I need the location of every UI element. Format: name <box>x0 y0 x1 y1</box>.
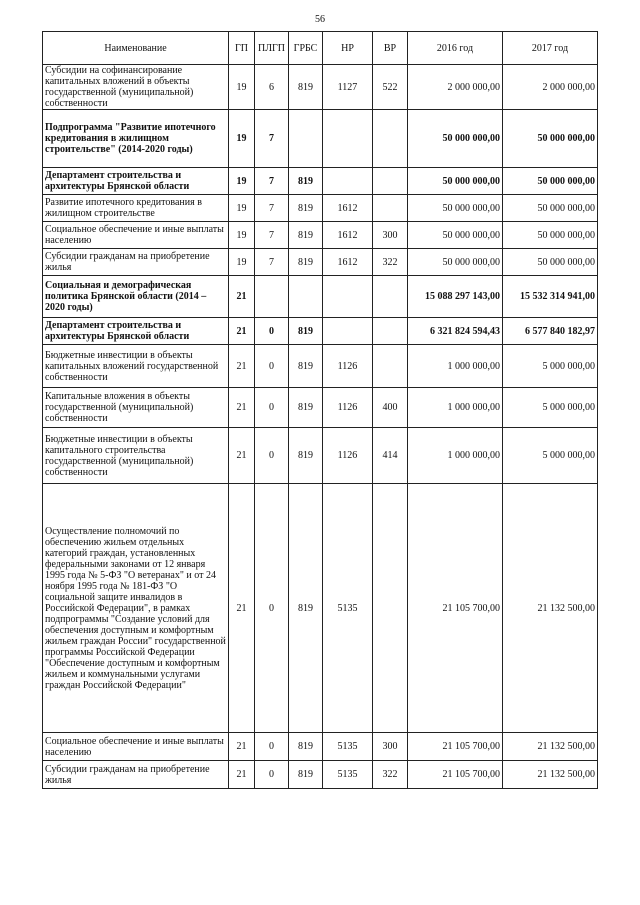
cell-plgp: 0 <box>255 484 289 733</box>
cell-name: Бюджетные инвестиции в объекты капитального строительства государственной (муниципальной) собственности <box>43 428 229 484</box>
cell-gp: 21 <box>229 428 255 484</box>
cell-2017: 21 132 500,00 <box>503 484 598 733</box>
col-header-np: НР <box>323 32 373 65</box>
cell-2017: 5 000 000,00 <box>503 345 598 388</box>
col-header-grbs: ГРБС <box>289 32 323 65</box>
cell-2016: 1 000 000,00 <box>408 388 503 428</box>
cell-plgp: 0 <box>255 428 289 484</box>
cell-grbs <box>289 110 323 168</box>
page-number: 56 <box>315 14 325 25</box>
cell-plgp: 7 <box>255 222 289 249</box>
cell-2016: 50 000 000,00 <box>408 168 503 195</box>
cell-2016: 1 000 000,00 <box>408 345 503 388</box>
cell-grbs: 819 <box>289 345 323 388</box>
cell-grbs <box>289 276 323 318</box>
table-row <box>43 65 598 110</box>
cell-2016: 50 000 000,00 <box>408 222 503 249</box>
cell-2017: 50 000 000,00 <box>503 249 598 276</box>
table-row <box>43 222 598 249</box>
cell-np <box>323 168 373 195</box>
cell-plgp: 0 <box>255 733 289 761</box>
cell-2016: 50 000 000,00 <box>408 110 503 168</box>
cell-plgp: 0 <box>255 761 289 789</box>
table-row <box>43 318 598 345</box>
cell-2017: 50 000 000,00 <box>503 222 598 249</box>
cell-gp: 19 <box>229 195 255 222</box>
table-row <box>43 345 598 388</box>
col-header-2016: 2016 год <box>408 32 503 65</box>
cell-np: 1126 <box>323 428 373 484</box>
cell-grbs: 819 <box>289 761 323 789</box>
cell-name: Осуществление полномочий по обеспечению жильем отдельных категорий граждан, установленных федеральными законами от 12 января 1995 года № 5-ФЗ "О ветеранах" и от 24 ноября 1995 года № 181-ФЗ "О социальной защите инвалидов в Российской Федерации", в рамках подпрограммы "Создание условий для обеспечения доступным и комфортным жильем граждан России" государственной программы Российской Федерации "Обеспечение доступным и комфортным жильем и коммунальными услугами граждан Российской Федерации" <box>43 484 229 733</box>
cell-grbs: 819 <box>289 195 323 222</box>
cell-2017: 2 000 000,00 <box>503 65 598 110</box>
table-row <box>43 428 598 484</box>
table-row <box>43 195 598 222</box>
budget-table <box>42 31 598 789</box>
cell-2016: 6 321 824 594,43 <box>408 318 503 345</box>
cell-plgp <box>255 276 289 318</box>
cell-vr: 300 <box>373 222 408 249</box>
cell-name: Капитальные вложения в объекты государственной (муниципальной) собственности <box>43 388 229 428</box>
cell-grbs: 819 <box>289 318 323 345</box>
cell-vr: 322 <box>373 249 408 276</box>
cell-vr <box>373 110 408 168</box>
cell-plgp: 0 <box>255 345 289 388</box>
cell-grbs: 819 <box>289 733 323 761</box>
cell-name: Субсидии на софинансирование капитальных вложений в объекты государственной (муниципальной) собственности <box>43 65 229 110</box>
cell-2017: 5 000 000,00 <box>503 428 598 484</box>
cell-vr <box>373 484 408 733</box>
table-row <box>43 249 598 276</box>
cell-grbs: 819 <box>289 484 323 733</box>
table-row <box>43 110 598 168</box>
cell-np: 5135 <box>323 484 373 733</box>
cell-name: Социальное обеспечение и иные выплаты населению <box>43 733 229 761</box>
cell-np: 1612 <box>323 249 373 276</box>
cell-2016: 50 000 000,00 <box>408 249 503 276</box>
cell-gp: 21 <box>229 388 255 428</box>
cell-2017: 50 000 000,00 <box>503 195 598 222</box>
cell-grbs: 819 <box>289 168 323 195</box>
cell-gp: 19 <box>229 222 255 249</box>
cell-name: Бюджетные инвестиции в объекты капитальных вложений государственной собственности <box>43 345 229 388</box>
cell-gp: 21 <box>229 276 255 318</box>
cell-grbs: 819 <box>289 428 323 484</box>
cell-2016: 21 105 700,00 <box>408 733 503 761</box>
cell-np: 1126 <box>323 345 373 388</box>
cell-vr <box>373 345 408 388</box>
cell-gp: 19 <box>229 110 255 168</box>
cell-vr <box>373 168 408 195</box>
cell-vr: 322 <box>373 761 408 789</box>
cell-vr: 400 <box>373 388 408 428</box>
cell-2016: 2 000 000,00 <box>408 65 503 110</box>
cell-2017: 50 000 000,00 <box>503 168 598 195</box>
cell-name: Департамент строительства и архитектуры Брянской области <box>43 318 229 345</box>
cell-2017: 21 132 500,00 <box>503 733 598 761</box>
col-header-2017: 2017 год <box>503 32 598 65</box>
cell-np: 5135 <box>323 761 373 789</box>
cell-np <box>323 318 373 345</box>
col-header-plgp: ПЛГП <box>255 32 289 65</box>
cell-vr <box>373 195 408 222</box>
cell-grbs: 819 <box>289 65 323 110</box>
col-header-gp: ГП <box>229 32 255 65</box>
cell-2016: 21 105 700,00 <box>408 761 503 789</box>
cell-vr: 414 <box>373 428 408 484</box>
cell-np: 1612 <box>323 195 373 222</box>
cell-np: 1126 <box>323 388 373 428</box>
cell-name: Субсидии гражданам на приобретение жилья <box>43 249 229 276</box>
cell-np: 5135 <box>323 733 373 761</box>
cell-plgp: 7 <box>255 110 289 168</box>
cell-2016: 15 088 297 143,00 <box>408 276 503 318</box>
cell-np: 1127 <box>323 65 373 110</box>
cell-name: Подпрограмма "Развитие ипотечного кредитования в жилищном строительстве" (2014-2020 годы) <box>43 110 229 168</box>
cell-grbs: 819 <box>289 249 323 276</box>
cell-np: 1612 <box>323 222 373 249</box>
cell-plgp: 6 <box>255 65 289 110</box>
cell-plgp: 0 <box>255 318 289 345</box>
cell-gp: 21 <box>229 733 255 761</box>
cell-2017: 6 577 840 182,97 <box>503 318 598 345</box>
cell-vr <box>373 318 408 345</box>
cell-gp: 19 <box>229 168 255 195</box>
cell-gp: 21 <box>229 318 255 345</box>
cell-2017: 5 000 000,00 <box>503 388 598 428</box>
cell-gp: 21 <box>229 761 255 789</box>
table-row <box>43 484 598 733</box>
table-row <box>43 168 598 195</box>
col-header-vr: ВР <box>373 32 408 65</box>
cell-gp: 21 <box>229 345 255 388</box>
table-row <box>43 388 598 428</box>
cell-plgp: 7 <box>255 168 289 195</box>
cell-2016: 21 105 700,00 <box>408 484 503 733</box>
cell-vr: 300 <box>373 733 408 761</box>
cell-gp: 21 <box>229 484 255 733</box>
cell-2016: 50 000 000,00 <box>408 195 503 222</box>
cell-name: Социальное обеспечение и иные выплаты населению <box>43 222 229 249</box>
header-row <box>43 32 598 65</box>
cell-name: Субсидии гражданам на приобретение жилья <box>43 761 229 789</box>
cell-gp: 19 <box>229 65 255 110</box>
cell-2017: 15 532 314 941,00 <box>503 276 598 318</box>
cell-np <box>323 110 373 168</box>
table-row <box>43 761 598 789</box>
cell-2017: 50 000 000,00 <box>503 110 598 168</box>
cell-vr <box>373 276 408 318</box>
cell-name: Департамент строительства и архитектуры Брянской области <box>43 168 229 195</box>
cell-grbs: 819 <box>289 222 323 249</box>
cell-name: Социальная и демографическая политика Брянской области (2014 – 2020 годы) <box>43 276 229 318</box>
cell-vr: 522 <box>373 65 408 110</box>
cell-2017: 21 132 500,00 <box>503 761 598 789</box>
table-row <box>43 276 598 318</box>
cell-plgp: 7 <box>255 249 289 276</box>
cell-plgp: 0 <box>255 388 289 428</box>
cell-np <box>323 276 373 318</box>
cell-grbs: 819 <box>289 388 323 428</box>
cell-gp: 19 <box>229 249 255 276</box>
cell-name: Развитие ипотечного кредитования в жилищном строительстве <box>43 195 229 222</box>
cell-plgp: 7 <box>255 195 289 222</box>
cell-2016: 1 000 000,00 <box>408 428 503 484</box>
col-header-name: Наименование <box>43 32 229 65</box>
table-row <box>43 733 598 761</box>
